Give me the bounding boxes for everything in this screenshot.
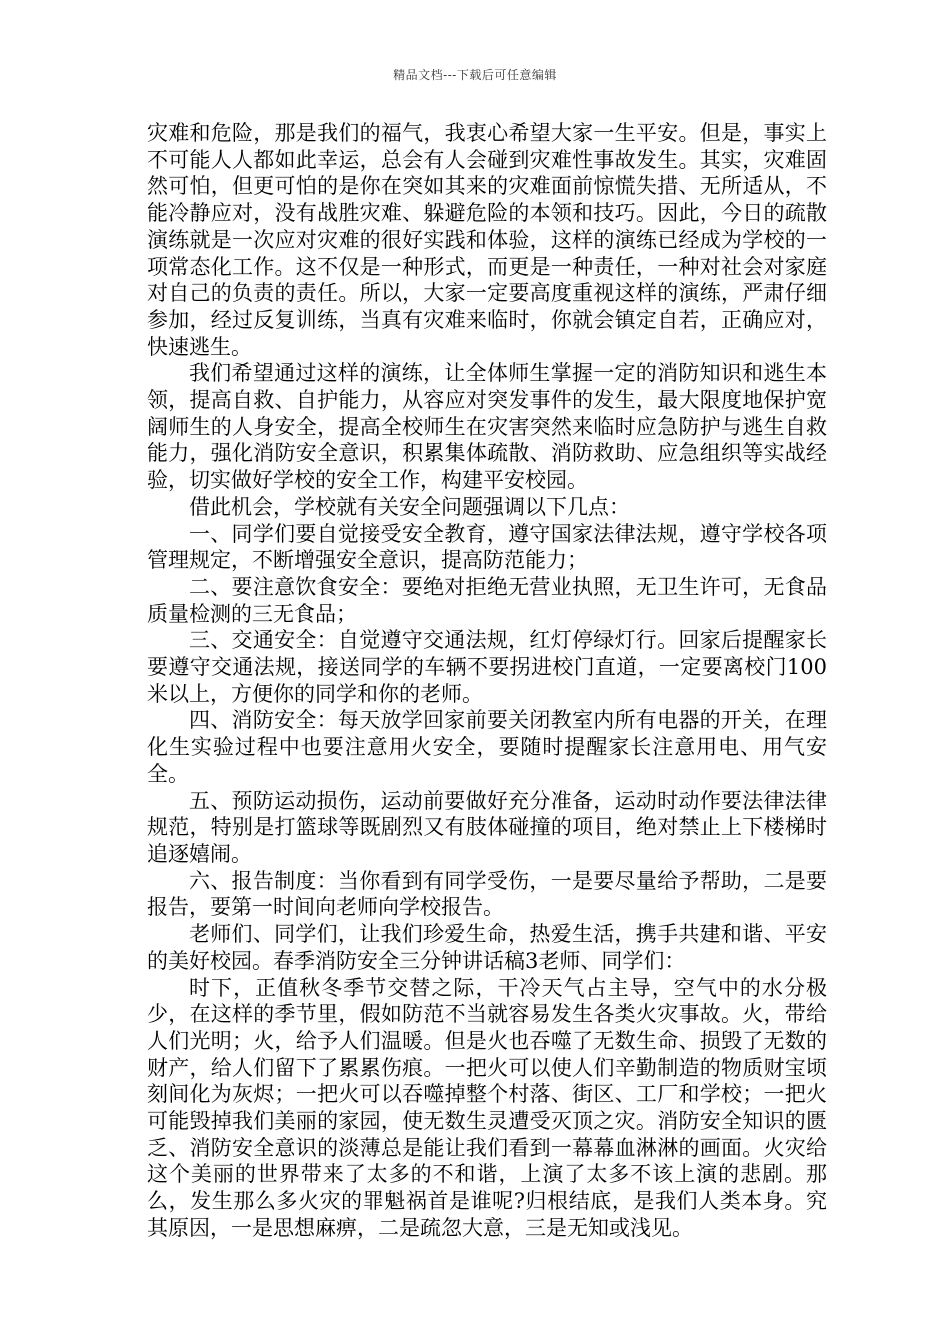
paragraph-speech-3: 时下，正值秋冬季节交替之际，干冷天气占主导，空气中的水分极少，在这样的季节里，假如防范不当就容易发生各类火灾事故。火，带给人们光明；火，给予人们温暖。但是火也吞噬了无数生命、损毁了无数的财产，给人们留下了累累伤痕。一把火可以使人们辛勤制造的物质财宝顷刻间化为灰烬；一把火可以吞噬掉整个村落、街区、工厂和学校；一把火可能毁掉我们美丽的家园，使无数生灵遭受灭顶之灾。消防安全知识的匮乏、消防安全意识的淡薄总是能让我们看到一幕幕血淋淋的画面。火灾给这个美丽的世界带来了太多的不和谐，上演了太多不该上演的悲剧。那么，发生那么多火灾的罪魁祸首是谁呢?归根结底，是我们人类本身。究其原因，一是思想麻痹，二是疏忽大意，三是无知或浅见。 [147, 975, 827, 1240]
paragraph-point-3: 三、交通安全：自觉遵守交通法规，红灯停绿灯行。回家后提醒家长要遵守交通法规，接送同学的车辆不要拐进校门直道，一定要离校门100米以上，方便你的同学和你的老师。 [147, 628, 827, 706]
paragraph-continued: 灾难和危险，那是我们的福气，我衷心希望大家一生平安。但是，事实上不可能人人都如此幸运，总会有人会碰到灾难性事故发生。其实，灾难固然可怕，但更可怕的是你在突如其来的灾难面前惊慌失措、无所适从，不能冷静应对，没有战胜灾难、躲避危险的本领和技巧。因此，今日的疏散演练就是一次应对灾难的很好实践和体验，这样的演练已经成为学校的一项常态化工作。这不仅是一种形式，而更是一种责任，一种对社会对家庭对自己的负责的责任。所以，大家一定要高度重视这样的演练，严肃仔细参加，经过反复训练，当真有灾难来临时，你就会镇定自若，正确应对，快速逃生。 [147, 121, 827, 359]
paragraph-point-1: 一、同学们要自觉接受安全教育，遵守国家法律法规，遵守学校各项管理规定，不断增强安全意识，提高防范能力； [147, 521, 827, 573]
paragraph-point-2: 二、要注意饮食安全：要绝对拒绝无营业执照，无卫生许可，无食品质量检测的三无食品； [147, 574, 827, 626]
paragraph-closing: 老师们、同学们，让我们珍爱生命，热爱生活，携手共建和谐、平安的美好校园。春季消防安全三分钟讲话稿3老师、同学们： [147, 922, 827, 973]
paragraph-point-4: 四、消防安全：每天放学回家前要关闭教室内所有电器的开关，在理化生实验过程中也要注意用火安全，要随时提醒家长注意用电、用气安全。 [147, 708, 827, 786]
page-header: 精品文档---下载后可任意编辑 [393, 68, 557, 82]
paragraph-point-5: 五、预防运动损伤，运动前要做好充分准备，运动时动作要法律法律规范，特别是打篮球等既剧烈又有肢体碰撞的项目，绝对禁止上下楼梯时追逐嬉闹。 [147, 788, 827, 866]
document-body [147, 120, 827, 1242]
paragraph-point-6: 六、报告制度：当你看到有同学受伤，一是要尽量给予帮助，二是要报告，要第一时间向老师向学校报告。 [147, 868, 827, 920]
paragraph-drill-goals: 我们希望通过这样的演练，让全体师生掌握一定的消防知识和逃生本领，提高自救、自护能力，从容应对突发事件的发生，最大限度地保护宽阔师生的人身安全，提高全校师生在灾害突然来临时应急防护与逃生自救能力，强化消防安全意识，积累集体疏散、消防救助、应急组织等实战经验，切实做好学校的安全工作，构建平安校园。 [147, 361, 827, 493]
paragraph-intro-points: 借此机会，学校就有关安全问题强调以下几点： [189, 494, 630, 519]
